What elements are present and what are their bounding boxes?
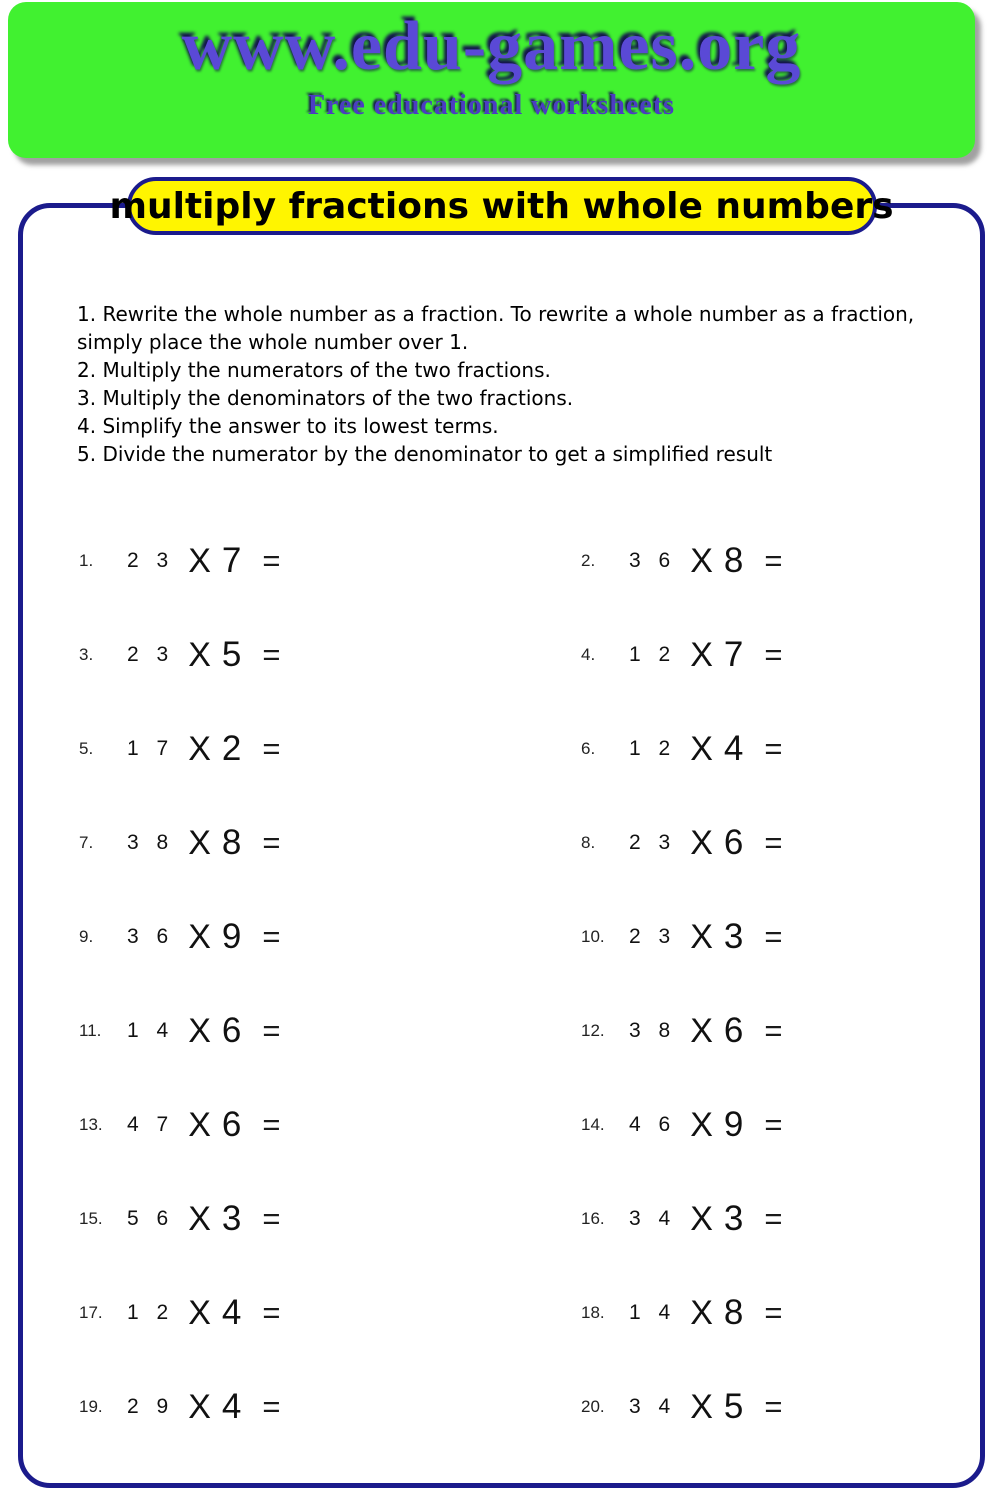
fraction-denominator: 4	[658, 1206, 671, 1230]
problem-number: 4.	[581, 645, 596, 664]
whole-number: 3	[723, 917, 744, 956]
fraction-denominator: 6	[658, 1112, 671, 1136]
fraction	[121, 832, 174, 854]
whole-number: 4	[221, 1293, 242, 1332]
problem-number: 6.	[581, 739, 596, 758]
fraction-numerator: 3	[629, 1018, 641, 1042]
fraction-denominator: 9	[156, 1394, 169, 1418]
fraction	[623, 1208, 676, 1230]
multiply-sign: X	[690, 635, 713, 674]
multiply-sign: X	[188, 823, 211, 862]
fraction-numerator: 3	[629, 1206, 641, 1230]
instruction-line: 4. Simplify the answer to its lowest terms.	[77, 414, 499, 438]
fraction-denominator: 3	[156, 548, 169, 572]
equals-sign: =	[262, 1201, 281, 1236]
whole-number: 8	[723, 541, 744, 580]
fraction	[121, 1302, 174, 1324]
equals-sign: =	[764, 731, 783, 766]
multiply-sign: X	[690, 823, 713, 862]
fraction	[121, 550, 174, 572]
problem-number: 8.	[581, 833, 596, 852]
fraction	[623, 738, 676, 760]
instruction-line: 5. Divide the numerator by the denominator to get a simplified result	[77, 442, 773, 466]
whole-number: 7	[723, 635, 744, 674]
problem-row	[79, 823, 581, 863]
whole-number: 8	[723, 1293, 744, 1332]
problems-grid	[79, 514, 980, 1454]
fraction-numerator: 2	[127, 642, 139, 666]
problem-row	[581, 1293, 980, 1333]
fraction-denominator: 3	[658, 830, 671, 854]
worksheet-title: multiply fractions with whole numbers	[127, 177, 877, 235]
whole-number: 5	[723, 1387, 744, 1426]
multiply-sign: X	[188, 1199, 211, 1238]
fraction-numerator: 2	[127, 1394, 139, 1418]
fraction-denominator: 2	[156, 1300, 169, 1324]
whole-number: 2	[221, 729, 242, 768]
fraction-numerator: 5	[127, 1206, 139, 1230]
problem-row	[581, 1105, 980, 1145]
equals-sign: =	[764, 825, 783, 860]
problem-row	[79, 1293, 581, 1333]
multiply-sign: X	[188, 1105, 211, 1144]
fraction	[623, 644, 676, 666]
fraction	[121, 644, 174, 666]
instruction-line: 1. Rewrite the whole number as a fraction. To rewrite a whole number as a fraction, simply place the whole number over 1.	[77, 302, 915, 354]
fraction	[623, 1302, 676, 1324]
site-title: www.edu-games.org	[181, 8, 802, 85]
multiply-sign: X	[690, 1199, 713, 1238]
multiply-sign: X	[188, 729, 211, 768]
problem-number: 18.	[581, 1303, 605, 1322]
fraction-denominator: 4	[658, 1300, 671, 1324]
fraction-denominator: 7	[156, 736, 169, 760]
problem-number: 12.	[581, 1021, 605, 1040]
fraction-denominator: 6	[156, 1206, 169, 1230]
equals-sign: =	[262, 543, 281, 578]
whole-number: 6	[723, 1011, 744, 1050]
fraction-numerator: 4	[127, 1112, 139, 1136]
equals-sign: =	[764, 1389, 783, 1424]
whole-number: 3	[221, 1199, 242, 1238]
problem-row	[581, 823, 980, 863]
fraction	[121, 738, 174, 760]
fraction-denominator: 2	[658, 736, 671, 760]
fraction-numerator: 3	[127, 924, 139, 948]
problem-row	[581, 635, 980, 675]
fraction	[623, 832, 676, 854]
whole-number: 8	[221, 823, 242, 862]
fraction-numerator: 1	[629, 642, 641, 666]
fraction-denominator: 8	[156, 830, 169, 854]
site-banner	[8, 2, 975, 158]
multiply-sign: X	[188, 541, 211, 580]
problem-number: 1.	[79, 551, 94, 570]
multiply-sign: X	[690, 1011, 713, 1050]
problem-number: 10.	[581, 927, 605, 946]
instructions-list	[77, 300, 930, 468]
fraction-numerator: 1	[127, 1018, 139, 1042]
fraction-denominator: 3	[156, 642, 169, 666]
worksheet-frame	[18, 185, 985, 1488]
fraction-numerator: 2	[629, 830, 641, 854]
problem-number: 16.	[581, 1209, 605, 1228]
fraction-numerator: 1	[127, 736, 139, 760]
fraction-denominator: 2	[658, 642, 671, 666]
problem-row	[79, 1387, 581, 1427]
equals-sign: =	[262, 1013, 281, 1048]
whole-number: 4	[723, 729, 744, 768]
equals-sign: =	[764, 1295, 783, 1330]
fraction-numerator: 3	[629, 1394, 641, 1418]
fraction	[623, 550, 676, 572]
problem-row	[581, 1011, 980, 1051]
equals-sign: =	[262, 825, 281, 860]
problem-row	[581, 541, 980, 581]
equals-sign: =	[764, 1201, 783, 1236]
whole-number: 6	[723, 823, 744, 862]
fraction	[623, 1020, 676, 1042]
fraction-denominator: 3	[658, 924, 671, 948]
fraction-denominator: 6	[156, 924, 169, 948]
fraction-numerator: 1	[629, 1300, 641, 1324]
problem-row	[581, 729, 980, 769]
whole-number: 5	[221, 635, 242, 674]
equals-sign: =	[262, 1107, 281, 1142]
equals-sign: =	[262, 731, 281, 766]
fraction-denominator: 7	[156, 1112, 169, 1136]
problem-row	[79, 1105, 581, 1145]
fraction	[121, 1208, 174, 1230]
equals-sign: =	[764, 637, 783, 672]
fraction	[121, 1396, 174, 1418]
fraction-denominator: 4	[658, 1394, 671, 1418]
equals-sign: =	[764, 1013, 783, 1048]
whole-number: 4	[221, 1387, 242, 1426]
problem-row	[581, 917, 980, 957]
site-tagline: Free educational worksheets	[307, 89, 676, 121]
multiply-sign: X	[188, 1011, 211, 1050]
fraction-denominator: 8	[658, 1018, 671, 1042]
problem-row	[79, 1199, 581, 1239]
fraction	[623, 926, 676, 948]
problem-row	[581, 1199, 980, 1239]
equals-sign: =	[262, 637, 281, 672]
fraction-numerator: 3	[127, 830, 139, 854]
equals-sign: =	[764, 543, 783, 578]
fraction-denominator: 4	[156, 1018, 169, 1042]
multiply-sign: X	[690, 541, 713, 580]
multiply-sign: X	[690, 1293, 713, 1332]
whole-number: 7	[221, 541, 242, 580]
problem-number: 13.	[79, 1115, 103, 1134]
whole-number: 9	[723, 1105, 744, 1144]
whole-number: 6	[221, 1011, 242, 1050]
fraction-numerator: 2	[127, 548, 139, 572]
fraction	[121, 1020, 174, 1042]
problem-number: 2.	[581, 551, 596, 570]
multiply-sign: X	[690, 917, 713, 956]
fraction-numerator: 4	[629, 1112, 641, 1136]
problem-number: 5.	[79, 739, 94, 758]
fraction	[121, 1114, 174, 1136]
problem-number: 15.	[79, 1209, 103, 1228]
problem-row	[79, 635, 581, 675]
equals-sign: =	[262, 1295, 281, 1330]
equals-sign: =	[262, 919, 281, 954]
multiply-sign: X	[188, 917, 211, 956]
problem-number: 11.	[79, 1021, 102, 1040]
problem-number: 14.	[581, 1115, 605, 1134]
instruction-line: 3. Multiply the denominators of the two fractions.	[77, 386, 574, 410]
multiply-sign: X	[188, 1293, 211, 1332]
problem-number: 7.	[79, 833, 94, 852]
equals-sign: =	[262, 1389, 281, 1424]
multiply-sign: X	[690, 729, 713, 768]
fraction	[623, 1114, 676, 1136]
equals-sign: =	[764, 1107, 783, 1142]
multiply-sign: X	[690, 1387, 713, 1426]
problem-number: 17.	[79, 1303, 103, 1322]
fraction-denominator: 6	[658, 548, 671, 572]
whole-number: 6	[221, 1105, 242, 1144]
whole-number: 9	[221, 917, 242, 956]
equals-sign: =	[764, 919, 783, 954]
problem-number: 3.	[79, 645, 94, 664]
fraction-numerator: 2	[629, 924, 641, 948]
problem-row	[79, 541, 581, 581]
instruction-line: 2. Multiply the numerators of the two fractions.	[77, 358, 551, 382]
fraction	[623, 1396, 676, 1418]
fraction-numerator: 1	[127, 1300, 139, 1324]
fraction-numerator: 3	[629, 548, 641, 572]
problem-number: 20.	[581, 1397, 605, 1416]
problem-row	[79, 917, 581, 957]
problem-row	[79, 1011, 581, 1051]
multiply-sign: X	[188, 635, 211, 674]
fraction-numerator: 1	[629, 736, 641, 760]
problem-number: 9.	[79, 927, 94, 946]
fraction	[121, 926, 174, 948]
problem-row	[79, 729, 581, 769]
problem-row	[581, 1387, 980, 1427]
multiply-sign: X	[690, 1105, 713, 1144]
whole-number: 3	[723, 1199, 744, 1238]
problem-number: 19.	[79, 1397, 103, 1416]
multiply-sign: X	[188, 1387, 211, 1426]
